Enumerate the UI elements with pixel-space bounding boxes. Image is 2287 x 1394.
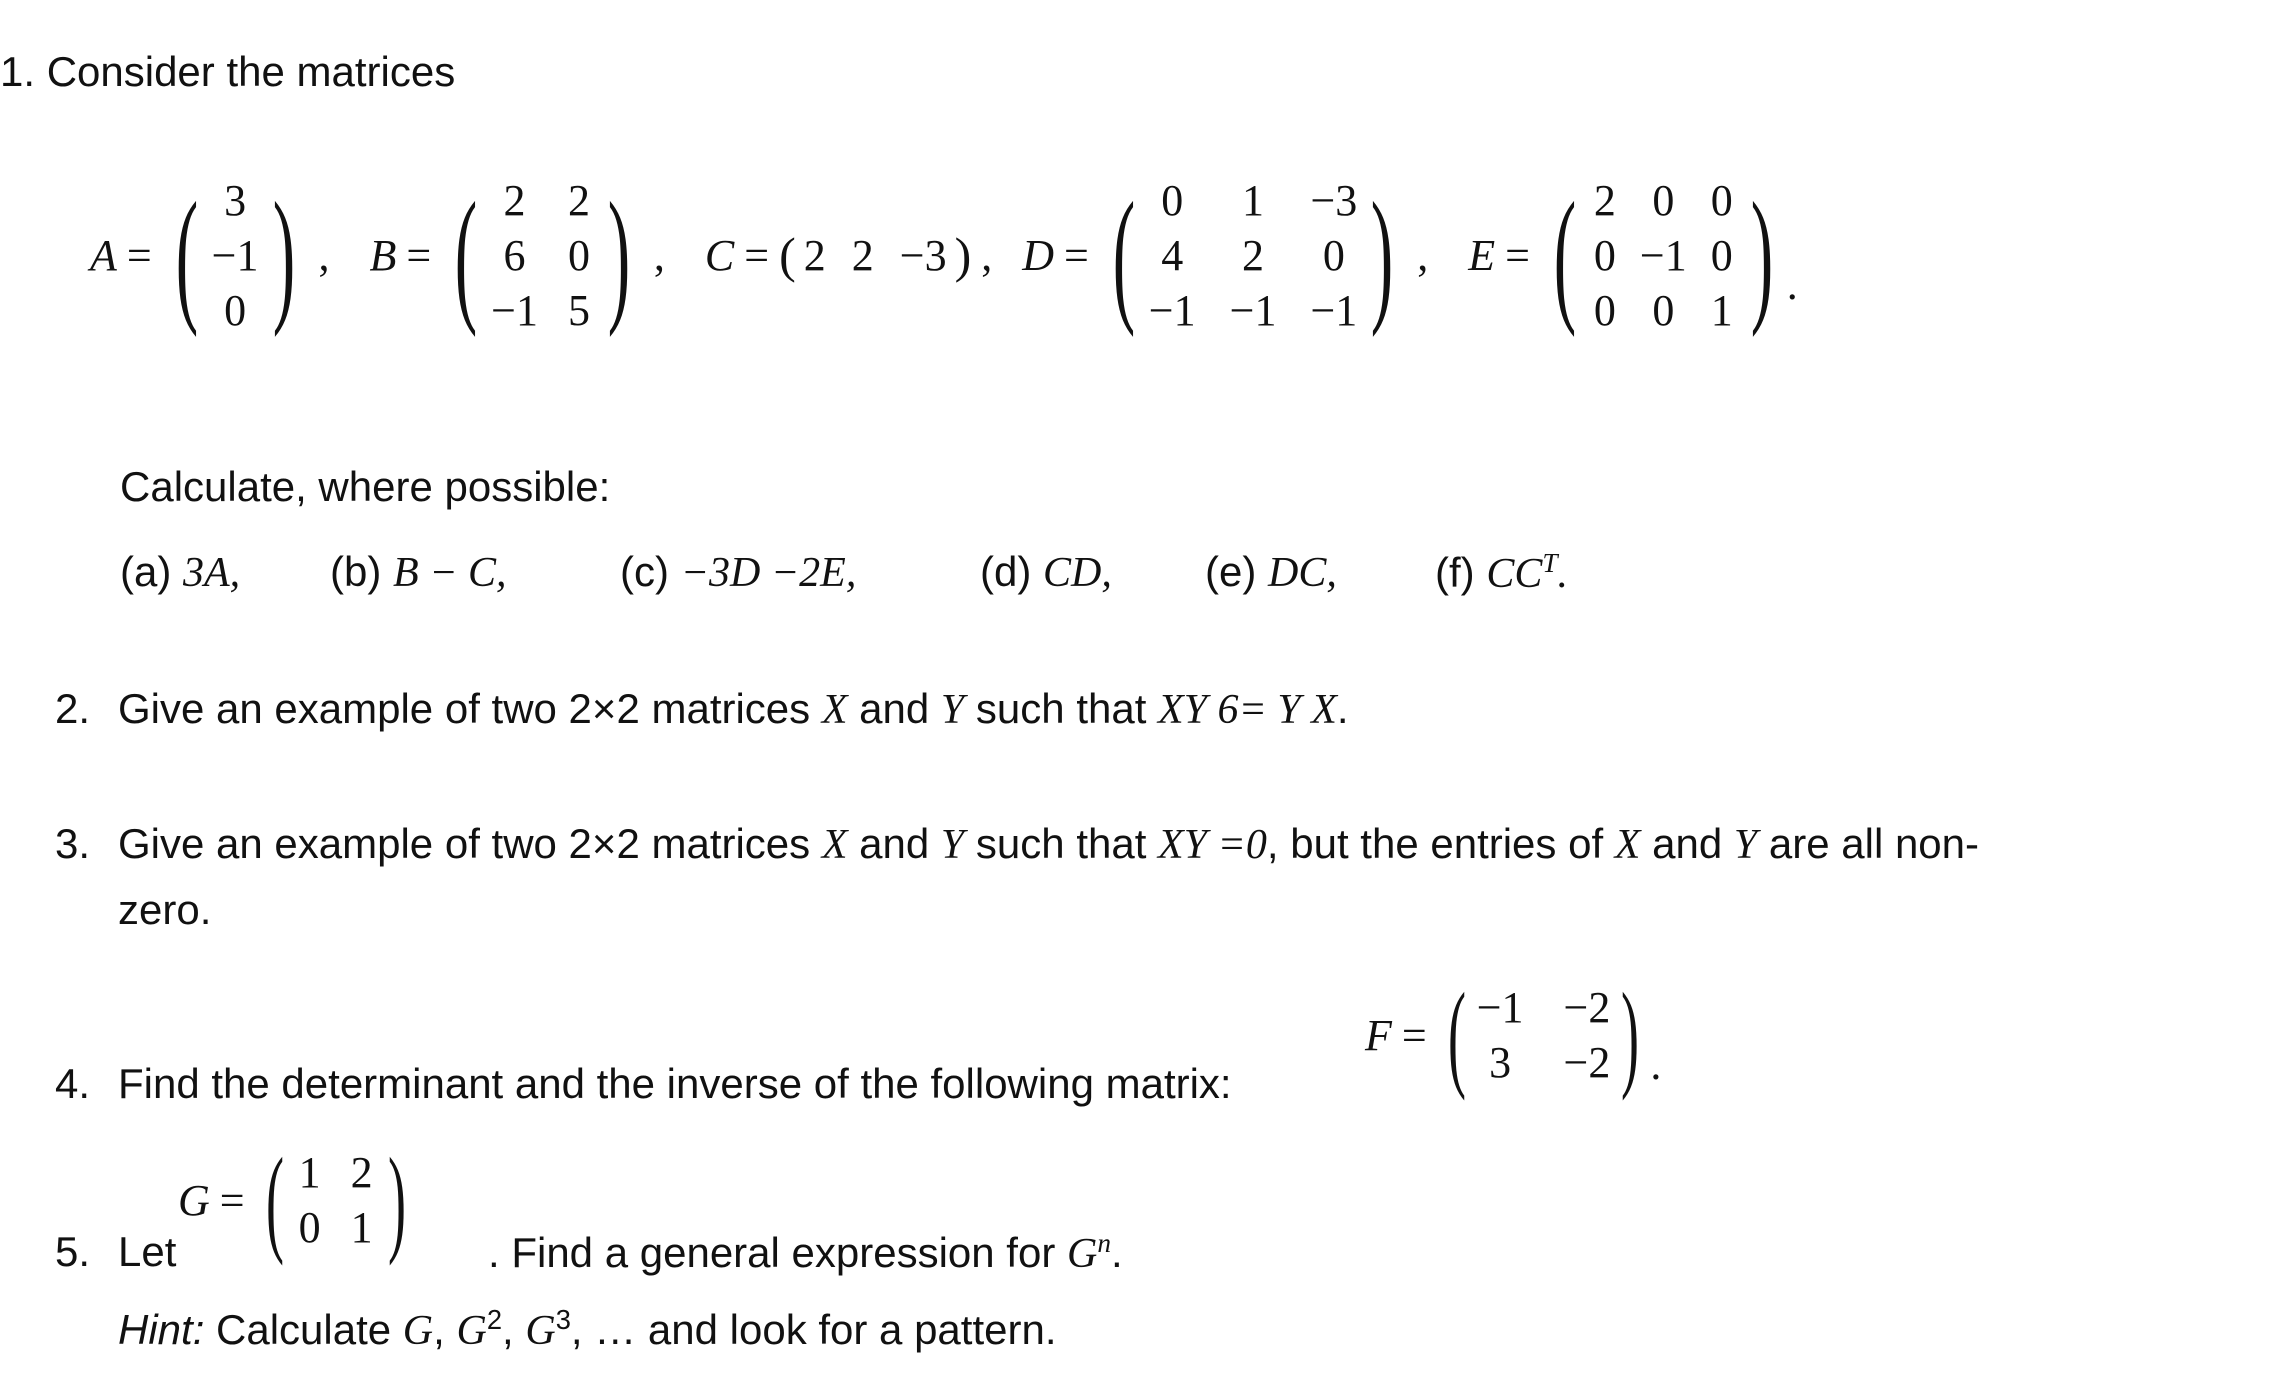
calculate-label: Calculate, where possible: <box>120 463 611 510</box>
matrix-cell: 0 <box>1652 285 1675 335</box>
left-paren: ( <box>265 1133 284 1266</box>
left-paren: ( <box>454 172 478 338</box>
right-paren: ) <box>954 227 972 283</box>
q3-text: Give an example of two 2×2 matrices X and Y such that XY =0, but the entries of X and Y are all non- <box>118 820 1980 868</box>
period: . <box>1786 260 1798 309</box>
matrix-a-label: A <box>90 230 117 280</box>
matrix-cell: 0 <box>567 230 590 280</box>
equals-sign: = <box>1064 230 1089 280</box>
q4-number: 4. <box>55 1060 91 1107</box>
right-paren: ) <box>1750 172 1773 338</box>
period: . <box>1650 1040 1662 1089</box>
matrix-cell: 2 <box>567 175 590 225</box>
matrix-cell: 2 <box>503 175 526 225</box>
matrix-e <box>1590 175 1737 336</box>
matrix-d-label: D <box>1022 230 1055 280</box>
matrix-c <box>804 230 947 281</box>
q5-number: 5. <box>55 1228 91 1275</box>
matrix-f <box>1477 982 1611 1088</box>
matrix-cell: −1 <box>1476 983 1524 1032</box>
matrix-cell: −1 <box>1639 230 1687 280</box>
matrix-cell: 2 <box>1593 175 1616 225</box>
matrix-cell: 0 <box>1593 230 1616 280</box>
q2-text: Give an example of two 2×2 matrices X and Y such that XY 6= Y X. <box>118 685 1349 733</box>
matrix-d <box>1149 175 1357 336</box>
matrix-e-label: E <box>1468 230 1496 280</box>
matrix-cell: 2 <box>803 230 826 280</box>
matrix-cell: 2 <box>1242 230 1265 280</box>
matrix-cell: 0 <box>1593 285 1616 335</box>
matrix-g <box>295 1147 377 1253</box>
part-e: (e) DC, <box>1205 548 1337 596</box>
comma: , <box>1417 230 1429 280</box>
equals-sign: = <box>219 1175 245 1225</box>
matrix-cell: 0 <box>1710 175 1733 225</box>
matrix-f-label: F <box>1365 1010 1392 1060</box>
matrix-cell: 0 <box>224 285 247 335</box>
matrix-cell: 1 <box>350 1203 373 1252</box>
matrix-cell: 2 <box>851 230 874 280</box>
q5-let: Let <box>118 1228 177 1275</box>
matrix-cell: 4 <box>1161 230 1184 280</box>
equals-sign: = <box>744 230 770 280</box>
part-b: (b) B − C, <box>330 548 507 596</box>
matrix-cell: 3 <box>1489 1038 1512 1087</box>
right-paren: ) <box>1621 968 1640 1101</box>
matrix-a <box>212 175 259 336</box>
matrix-b <box>491 175 594 336</box>
q3-number: 3. <box>55 820 91 867</box>
q4-text: Find the determinant and the inverse of the following matrix: <box>118 1060 1232 1107</box>
matrix-cell: −1 <box>1310 285 1358 335</box>
matrix-cell: 0 <box>1652 175 1675 225</box>
matrix-definitions-row <box>90 172 1798 338</box>
matrix-cell: 0 <box>1710 230 1733 280</box>
left-paren: ( <box>1112 172 1136 338</box>
matrix-cell: 1 <box>1242 175 1265 225</box>
matrix-cell: 6 <box>503 230 526 280</box>
equals-sign: = <box>406 230 432 280</box>
matrix-cell: −1 <box>1229 285 1277 335</box>
matrix-cell: 0 <box>298 1203 321 1252</box>
matrix-c-label: C <box>704 230 735 280</box>
matrix-cell: 5 <box>567 285 590 335</box>
part-a: (a) 3A, <box>120 548 241 596</box>
matrix-f-row <box>1365 968 1662 1101</box>
right-paren: ) <box>1371 172 1394 338</box>
matrix-cell: −2 <box>1563 1038 1611 1087</box>
right-paren: ) <box>272 172 295 338</box>
matrix-g-row <box>178 1133 417 1266</box>
part-c: (c) −3D −2E, <box>620 548 857 596</box>
equals-sign: = <box>126 230 152 280</box>
q1-heading: 1. Consider the matrices <box>0 48 456 95</box>
matrix-cell: 0 <box>1322 230 1345 280</box>
matrix-b-label: B <box>369 230 397 280</box>
comma: , <box>653 230 665 280</box>
q3-text-line2: zero. <box>118 886 212 933</box>
part-f: (f) $CC^T$. <box>1435 548 1569 597</box>
matrix-cell: −3 <box>899 230 947 280</box>
matrix-g-label: G <box>178 1175 210 1225</box>
left-paren: ( <box>1553 172 1577 338</box>
right-paren: ) <box>607 172 631 338</box>
matrix-cell: −1 <box>211 230 259 280</box>
matrix-cell: 0 <box>1161 175 1184 225</box>
part-d: (d) CD, <box>980 548 1112 596</box>
comma: , <box>981 230 993 280</box>
matrix-cell: 3 <box>224 175 247 225</box>
equals-sign: = <box>1505 230 1530 280</box>
matrix-cell: 1 <box>298 1148 321 1197</box>
q5-hint: Hint: Calculate G, $G^2$, $G^3$, … and look for a pattern. <box>118 1304 1057 1354</box>
right-paren: ) <box>387 1133 406 1266</box>
matrix-cell: −2 <box>1563 983 1611 1032</box>
matrix-cell: 1 <box>1710 285 1733 335</box>
q2-number: 2. <box>55 685 91 732</box>
q5-text: . Find a general expression for $G^n$. <box>488 1228 1123 1277</box>
left-paren: ( <box>1447 968 1466 1101</box>
matrix-cell: −1 <box>491 285 538 335</box>
equals-sign: = <box>1401 1010 1427 1060</box>
comma: , <box>318 230 330 280</box>
matrix-cell: −1 <box>1148 285 1196 335</box>
left-paren: ( <box>779 227 796 283</box>
left-paren: ( <box>175 172 198 338</box>
matrix-cell: −3 <box>1310 175 1358 225</box>
matrix-cell: 2 <box>350 1148 373 1197</box>
